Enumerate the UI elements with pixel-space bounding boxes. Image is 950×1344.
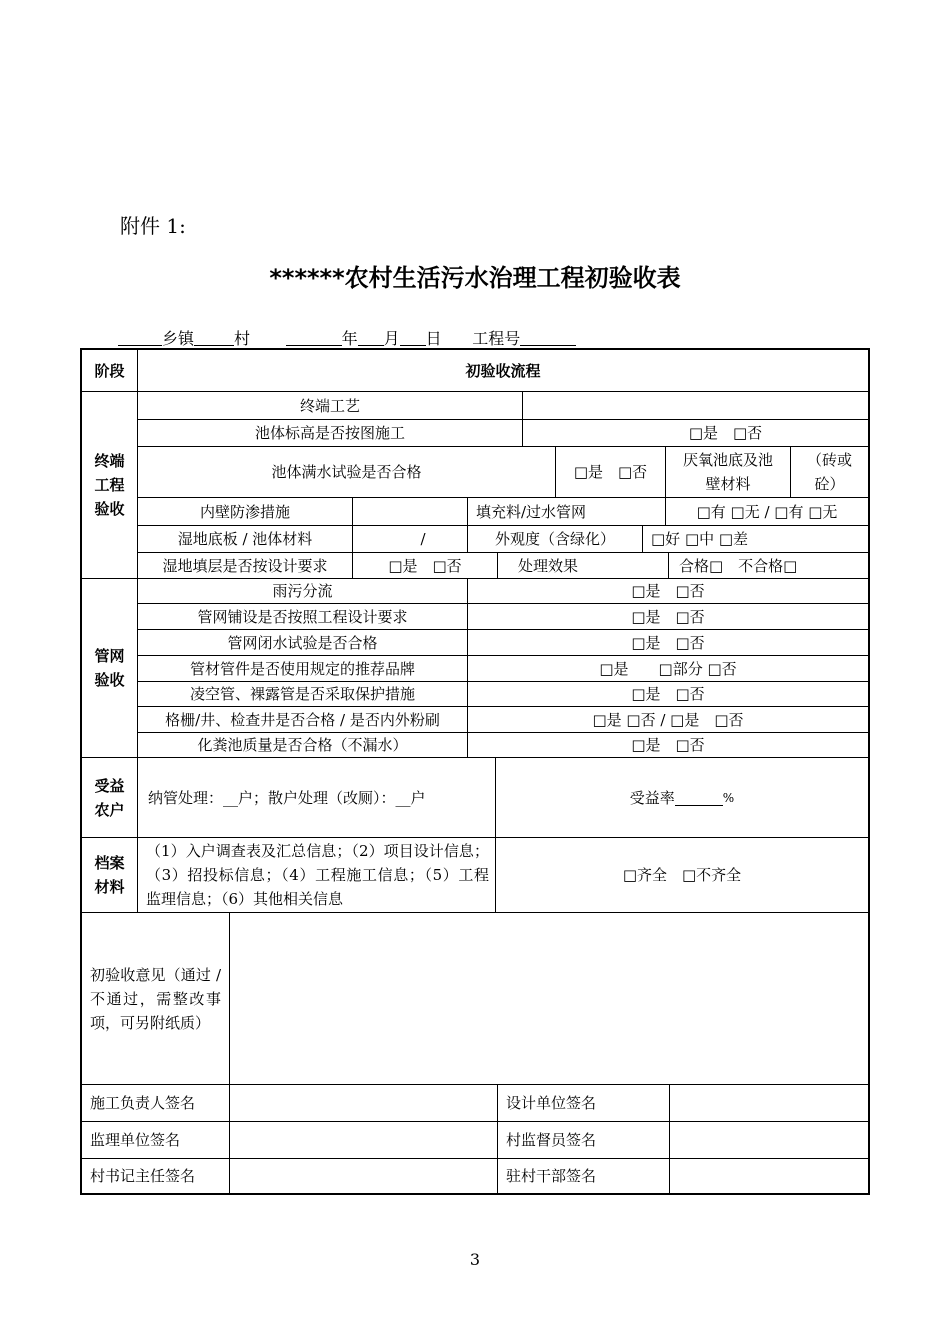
anaerobic-material-label: 厌氧池底及池壁材料 xyxy=(682,451,773,493)
signature-label: 监理单位签名 xyxy=(90,1131,181,1149)
signature-label: 村书记主任签名 xyxy=(90,1167,196,1185)
pipe-stage-label: 管网验收 xyxy=(94,647,125,689)
stage-column-header: 阶段 xyxy=(94,361,125,380)
beneficiary-households[interactable]: 纳管处理：__户；散户处理（改厕）：__户 xyxy=(148,788,426,807)
terminal-process-label: 终端工艺 xyxy=(299,396,360,415)
appearance-label: 外观度（含绿化） xyxy=(494,530,615,548)
signature-field[interactable] xyxy=(670,1159,868,1193)
filler-pipe-label: 填充料/过水管网 xyxy=(476,502,587,521)
beneficiary-rate[interactable] xyxy=(496,758,868,837)
filler-pipe-checkbox[interactable]: □有 □无 / □有 □无 xyxy=(696,502,838,521)
wetland-floor-label: 湿地底板 / 池体材料 xyxy=(177,530,313,548)
anaerobic-material-value[interactable]: （砖或砼） xyxy=(806,451,852,493)
tank-elevation-label: 池体标高是否按图施工 xyxy=(254,424,405,442)
signature-field[interactable] xyxy=(230,1159,497,1193)
opinion-label: 初验收意见（通过 / 不通过，需整改事项，可另附纸质） xyxy=(90,965,221,1032)
terminal-stage-label: 终端工程验收 xyxy=(94,452,125,518)
pipe-row-checkbox[interactable]: □是 □否 / □是 □否 xyxy=(592,710,744,729)
signature-field[interactable] xyxy=(230,1085,497,1121)
tank-elevation-checkbox[interactable]: □是 □否 xyxy=(688,424,763,442)
pipe-row-label: 凌空管、裸露管是否采取保护措施 xyxy=(189,685,415,703)
signature-label: 驻村干部签名 xyxy=(506,1167,597,1185)
pipe-row-label: 化粪池质量是否合格（不漏水） xyxy=(197,736,408,754)
pipe-row-checkbox[interactable]: □是 □否 xyxy=(631,633,705,652)
wetland-fill-label: 湿地填层是否按设计要求 xyxy=(162,556,328,575)
treatment-effect-label: 处理效果 xyxy=(518,556,579,575)
beneficiary-rate-blank[interactable] xyxy=(675,789,723,806)
day-label: 日 xyxy=(425,329,442,348)
attachment-label: 附件 1: xyxy=(120,214,186,238)
signature-label: 施工负责人签名 xyxy=(90,1094,196,1112)
wetland-floor-value[interactable]: / xyxy=(420,530,426,548)
terminal-process-field[interactable] xyxy=(523,392,868,419)
pipe-row-checkbox[interactable]: □是 □否 xyxy=(631,607,705,626)
township-label: 乡镇 xyxy=(162,329,195,348)
treatment-effect-checkbox[interactable]: 合格□ 不合格□ xyxy=(679,556,798,575)
signature-field[interactable] xyxy=(670,1085,868,1121)
pipe-row-label: 管网闭水试验是否合格 xyxy=(227,633,378,652)
beneficiary-stage-label: 受益农户 xyxy=(94,776,125,819)
water-test-checkbox[interactable]: □是 □否 xyxy=(573,463,648,481)
pipe-row-checkbox[interactable]: □是 □部分 □否 xyxy=(599,659,737,678)
pipe-row-checkbox[interactable]: □是 □否 xyxy=(631,736,705,754)
archive-materials-list: （1）入户调查表及汇总信息；（2）项目设计信息；（3）招投标信息；（4）工程施工信息；（5）工程监理信息；（6）其他相关信息 xyxy=(146,842,489,908)
water-test-label: 池体满水试验是否合格 xyxy=(271,463,422,481)
pipe-row-checkbox[interactable]: □是 □否 xyxy=(631,582,705,600)
opinion-field[interactable] xyxy=(230,913,868,1084)
pipe-row-label: 管材管件是否使用规定的推荐品牌 xyxy=(189,659,415,678)
pipe-row-label: 管网铺设是否按照工程设计要求 xyxy=(197,607,408,626)
year-label: 年 xyxy=(341,329,358,348)
month-label: 月 xyxy=(383,329,400,348)
signature-label: 设计单位签名 xyxy=(506,1094,597,1112)
appearance-checkbox[interactable]: □好 □中 □差 xyxy=(651,530,749,548)
pipe-row-checkbox[interactable]: □是 □否 xyxy=(631,685,705,703)
signature-field[interactable] xyxy=(230,1122,497,1158)
archive-stage-label: 档案材料 xyxy=(94,854,125,896)
anti-seepage-label: 内壁防渗措施 xyxy=(199,502,290,521)
signature-field[interactable] xyxy=(670,1122,868,1158)
wetland-fill-checkbox[interactable]: □是 □否 xyxy=(388,556,462,575)
page-number: 3 xyxy=(469,1250,481,1269)
beneficiary-rate-unit: % xyxy=(722,790,735,805)
process-column-header: 初验收流程 xyxy=(465,361,541,380)
pipe-row-label: 格栅/井、检查井是否合格 / 是否内外粉刷 xyxy=(165,710,440,729)
pipe-row-label: 雨污分流 xyxy=(272,582,333,600)
archive-completeness-checkbox[interactable]: □齐全 □不齐全 xyxy=(622,866,742,884)
anti-seepage-field[interactable] xyxy=(353,498,467,525)
form-title: ******农村生活污水治理工程初验收表 xyxy=(269,264,681,292)
signature-label: 村监督员签名 xyxy=(506,1131,597,1149)
beneficiary-rate-label: 受益率 xyxy=(629,788,675,807)
project-no-label: 工程号 xyxy=(472,329,521,348)
village-label: 村 xyxy=(234,329,251,348)
